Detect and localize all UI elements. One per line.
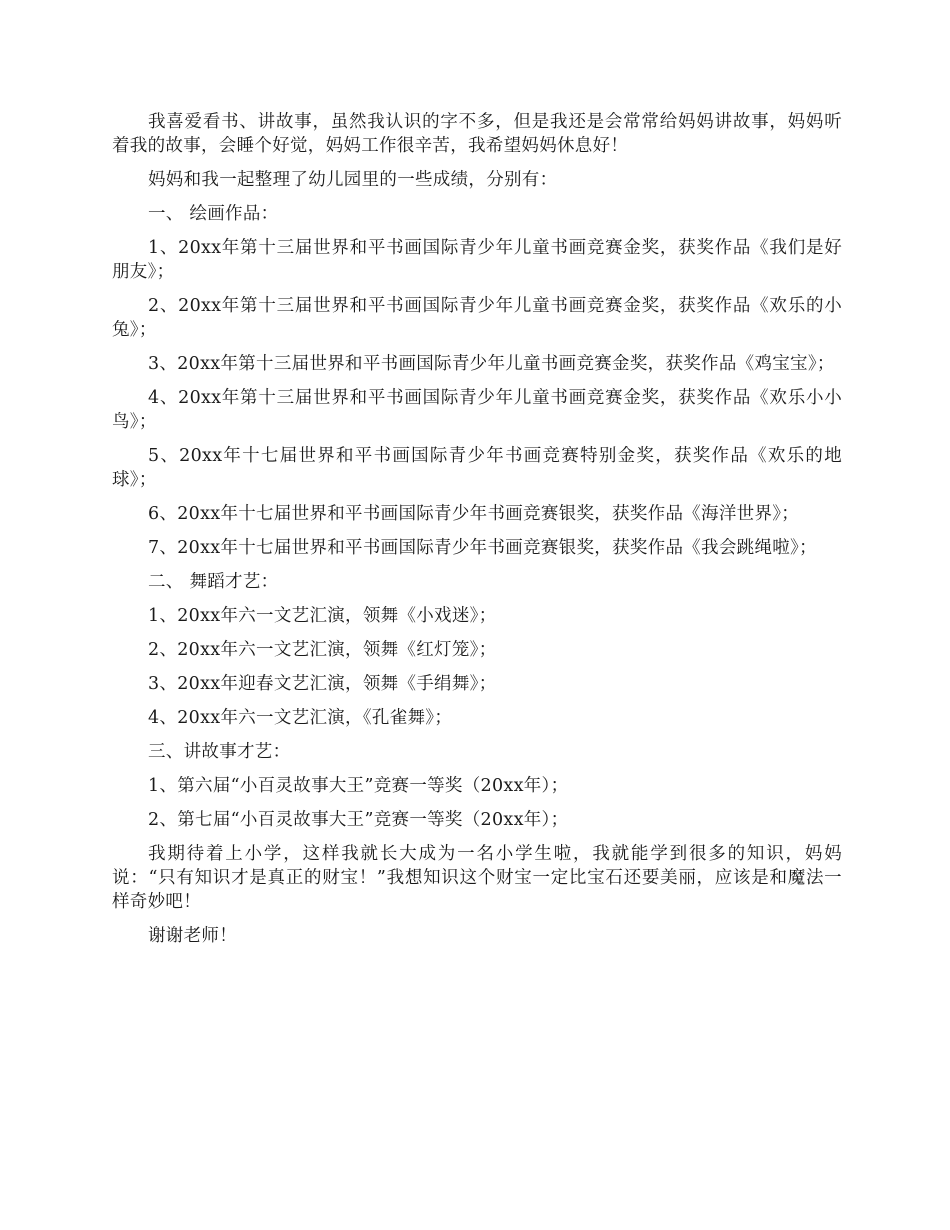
dance-item-4: 4、20xx年六一文艺汇演，《孔雀舞》；	[148, 708, 453, 728]
dance-item-1: 1、20xx年六一文艺汇演，领舞《小戏迷》；	[148, 606, 497, 626]
dance-item-3: 3、20xx年迎春文艺汇演，领舞《手绢舞》；	[148, 674, 497, 694]
closing-paragraph: 我期待着上小学，这样我就长大成为一名小学生啦，我就能学到很多的知识，妈妈说：“只有知识才是真正的财宝！”我想知识这个财宝一定比宝石还要美丽，应该是和魔法一样奇妙吧！	[112, 844, 842, 912]
section-heading-dance: 二、 舞蹈才艺：	[148, 572, 279, 592]
painting-item-7: 7、20xx年十七届世界和平书画国际青少年书画竞赛银奖，获奖作品《我会跳绳啦》；	[148, 538, 817, 558]
painting-item-3: 3、20xx年第十三届世界和平书画国际青少年儿童书画竞赛金奖，获奖作品《鸡宝宝》；	[148, 354, 835, 374]
painting-item-1: 1、20xx年第十三届世界和平书画国际青少年儿童书画竞赛金奖，获奖作品《我们是好朋友》；	[112, 238, 842, 282]
storytelling-item-1: 1、第六届“小百灵故事大王”竞赛一等奖（20xx年）；	[148, 776, 569, 796]
painting-item-6: 6、20xx年十七届世界和平书画国际青少年书画竞赛银奖，获奖作品《海洋世界》；	[148, 504, 800, 524]
thanks-line: 谢谢老师！	[148, 926, 237, 946]
intro-paragraph: 我喜爱看书、讲故事，虽然我认识的字不多，但是我还是会常常给妈妈讲故事，妈妈听着我的故事，会睡个好觉，妈妈工作很辛苦，我希望妈妈休息好！	[112, 112, 842, 156]
storytelling-item-2: 2、第七届“小百灵故事大王”竞赛一等奖（20xx年）；	[148, 810, 569, 830]
achievements-intro: 妈妈和我一起整理了幼儿园里的一些成绩，分别有：	[148, 170, 558, 190]
dance-item-2: 2、20xx年六一文艺汇演，领舞《红灯笼》；	[148, 640, 497, 660]
section-heading-storytelling: 三、讲故事才艺：	[148, 742, 291, 762]
document-body	[112, 110, 842, 958]
painting-item-5: 5、20xx年十七届世界和平书画国际青少年书画竞赛特别金奖，获奖作品《欢乐的地球》；	[112, 446, 842, 490]
painting-item-4: 4、20xx年第十三届世界和平书画国际青少年儿童书画竞赛金奖，获奖作品《欢乐小小鸟》；	[112, 388, 842, 432]
painting-item-2: 2、20xx年第十三届世界和平书画国际青少年儿童书画竞赛金奖，获奖作品《欢乐的小兔》；	[112, 296, 842, 340]
section-heading-painting: 一、 绘画作品：	[148, 204, 279, 224]
